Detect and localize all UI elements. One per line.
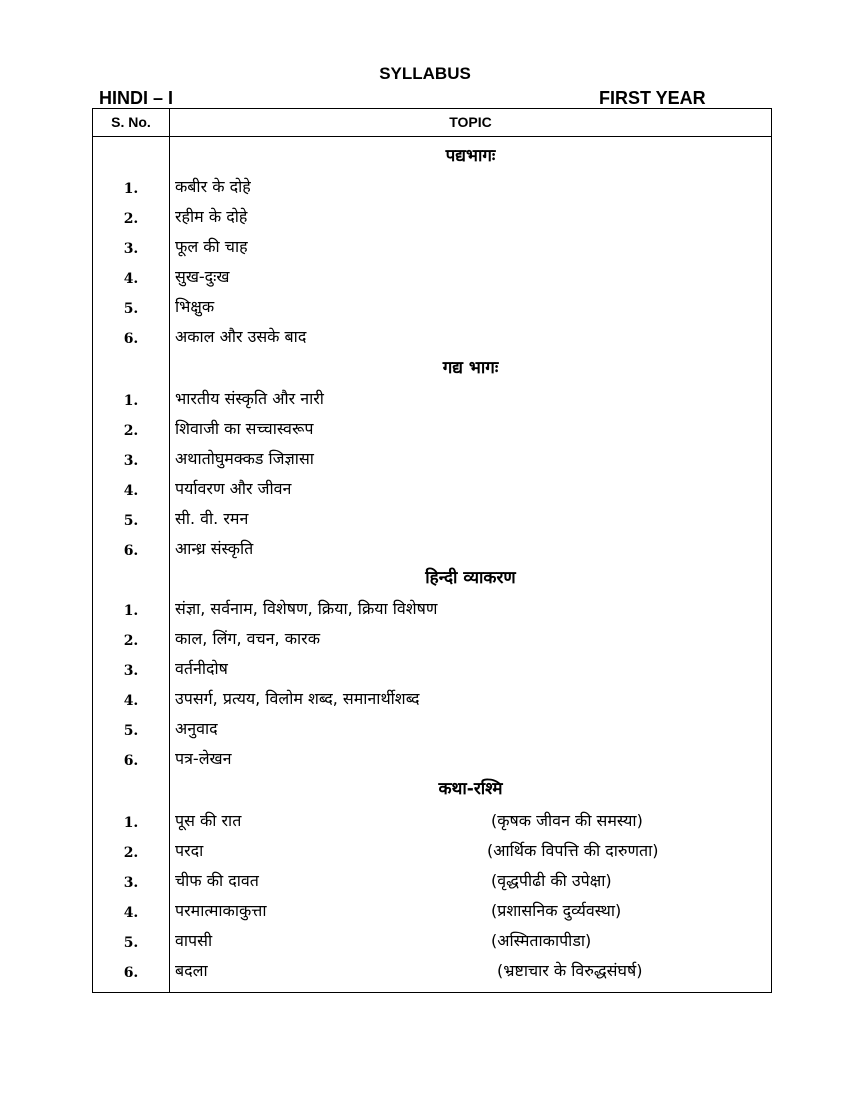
row-theme-note: (अस्मिताकापीडा) — [491, 931, 592, 950]
row-topic: चीफ की दावत — [175, 871, 259, 890]
row-number: 3. — [123, 663, 139, 679]
row-number: 5. — [123, 513, 139, 529]
row-number: 6. — [123, 543, 139, 559]
subject-label: HINDI – I — [99, 88, 174, 108]
row-theme-note: (कृषक जीवन की समस्या) — [491, 811, 643, 830]
document-title: SYLLABUS — [379, 64, 471, 83]
year-label: FIRST YEAR — [599, 88, 706, 108]
row-number: 4. — [123, 271, 139, 287]
row-topic: पूस की रात — [175, 811, 242, 830]
row-number: 2. — [123, 211, 139, 227]
row-number: 6. — [123, 331, 139, 347]
row-number: 3. — [123, 875, 139, 891]
row-topic: अनुवाद — [175, 719, 218, 738]
row-number: 3. — [123, 241, 139, 257]
syllabus-table — [92, 108, 772, 993]
row-topic: काल, लिंग, वचन, कारक — [175, 629, 320, 648]
row-topic: अथातोघुमक्कड जिज्ञासा — [175, 449, 314, 468]
row-number: 2. — [123, 633, 139, 649]
row-topic: संज्ञा, सर्वनाम, विशेषण, क्रिया, क्रिया विशेषण — [175, 599, 438, 618]
row-number: 4. — [123, 905, 139, 921]
table-header — [93, 109, 771, 137]
row-topic: पत्र-लेखन — [175, 749, 232, 768]
row-topic: भारतीय संस्कृति और नारी — [175, 389, 324, 408]
row-number: 2. — [123, 423, 139, 439]
column-divider — [169, 109, 170, 992]
row-topic: कबीर के दोहे — [175, 177, 251, 196]
section-title-poetry: पद्यभागः — [445, 146, 496, 166]
row-number: 3. — [123, 453, 139, 469]
row-topic: रहीम के दोहे — [175, 207, 248, 226]
row-number: 6. — [123, 965, 139, 981]
row-number: 1. — [123, 181, 139, 197]
row-theme-note: (वृद्धपीढी की उपेक्षा) — [491, 871, 612, 890]
row-theme-note: (प्रशासनिक दुर्व्यवस्था) — [491, 901, 622, 920]
row-number: 4. — [123, 483, 139, 499]
row-topic: वर्तनीदोष — [175, 659, 228, 678]
row-topic: बदला — [175, 961, 208, 980]
row-topic: अकाल और उसके बाद — [175, 327, 307, 346]
row-topic: सी. वी. रमन — [175, 509, 249, 528]
header-topic: TOPIC — [449, 114, 492, 130]
row-topic: परदा — [175, 841, 204, 860]
row-number: 6. — [123, 753, 139, 769]
row-number: 2. — [123, 845, 139, 861]
row-number: 4. — [123, 693, 139, 709]
row-number: 1. — [123, 815, 139, 831]
row-topic: वापसी — [175, 931, 213, 950]
section-title-grammar: हिन्दी व्याकरण — [425, 568, 516, 588]
row-number: 5. — [123, 723, 139, 739]
row-topic: फूल की चाह — [175, 237, 248, 256]
row-theme-note: (भ्रष्टाचार के विरुद्धसंघर्ष) — [497, 961, 643, 980]
header-sno: S. No. — [111, 114, 151, 130]
row-number: 1. — [123, 393, 139, 409]
row-number: 1. — [123, 603, 139, 619]
row-topic: भिक्षुक — [175, 297, 215, 316]
row-number: 5. — [123, 935, 139, 951]
row-topic: शिवाजी का सच्चास्वरूप — [175, 419, 314, 438]
row-topic: सुख-दुःख — [175, 267, 230, 286]
row-topic: आन्ध्र संस्कृति — [175, 539, 254, 558]
section-title-stories: कथा-रश्मि — [438, 779, 503, 799]
row-topic: उपसर्ग, प्रत्यय, विलोम शब्द, समानार्थीशब्द — [175, 689, 420, 708]
row-theme-note: (आर्थिक विपत्ति की दारुणता) — [487, 841, 659, 860]
row-number: 5. — [123, 301, 139, 317]
section-title-prose: गद्य भागः — [442, 358, 499, 378]
row-topic: परमात्माकाकुत्ता — [175, 901, 267, 920]
row-topic: पर्यावरण और जीवन — [175, 479, 292, 498]
